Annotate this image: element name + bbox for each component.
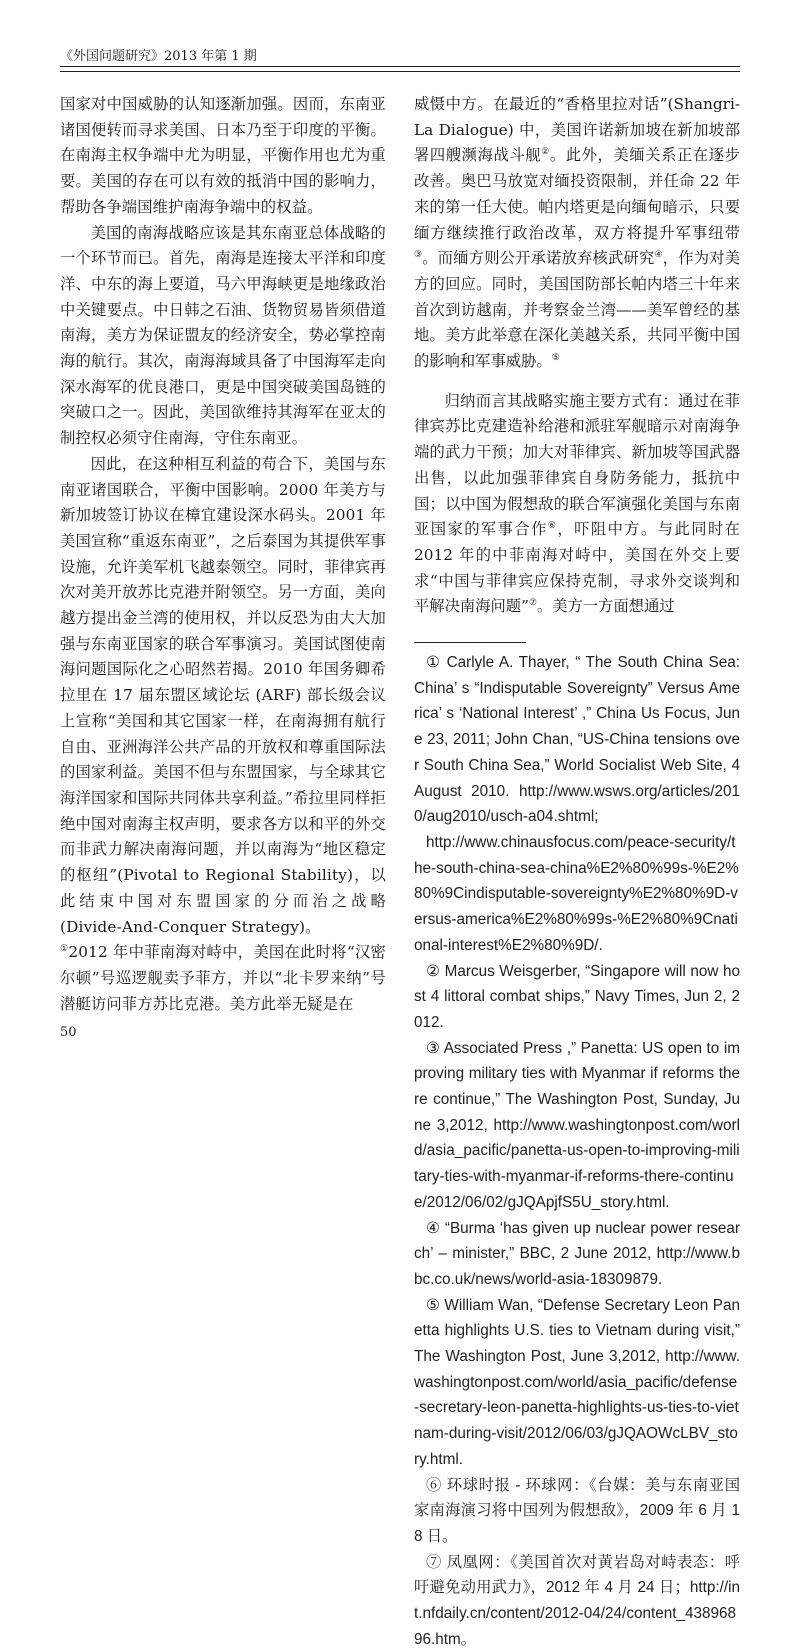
paragraph-text: 。美方一方面想通过 [536, 597, 675, 616]
footnote-ref: ⑦ [528, 598, 537, 609]
right-column [414, 92, 740, 1652]
footnote-divider [414, 642, 526, 643]
page-number: 50 [60, 1025, 77, 1040]
footnote: ⑦ 凤凰网：《美国首次对黄岩岛对峙表态：呼吁避免动用武力》，2012 年 4 月 24 日；http://int.nfdaily.cn/content/2012-04/24/content_43896896.htm。 [414, 1553, 740, 1648]
paragraph-text: 。而缅方则公开承诺放弃核武研究 [422, 249, 655, 268]
paragraph-text: 。此外，美缅关系正在逐步改善。奥巴马放宽对缅投资限制，并任命 22 年来的第一任大使。帕内塔更是向缅甸暗示，只要缅方继续推行政治改革，双方将提升军事纽带 [414, 146, 740, 242]
header-rule-bottom [60, 71, 740, 72]
footnote: ③ Associated Press ,” Panetta: US open to improving military ties with Myanmar if reforms there continue,” The Washington Post, Sunday, June 3,2012, http://www.washingtonpost.com/world/asia_pacific/panetta-us-open-to-improving-military-ties-with-myanmar-if-reforms-there-continue/2012/06/02/gJQApjfS5U_story.html. [414, 1039, 740, 1211]
paragraph-text: ，作为对美方的回应。同时，美国国防部长帕内塔三十年来首次到访越南，并考察金兰湾——美军曾经的基地。美方此举意在深化美越关系，共同平衡中国的影响和军事威胁。 [414, 249, 740, 371]
footnote-ref: ① [60, 944, 69, 955]
footnote-ref: ③ [414, 250, 423, 261]
footnote: ④ “Burma ‘has given up nuclear power research’ – minister,” BBC, 2 June 2012, http://www.bbc.co.uk/news/world-asia-18309879. [414, 1219, 740, 1288]
paragraph [414, 389, 740, 620]
footnote: http://www.chinausfocus.com/peace-security/the-south-china-sea-china%E2%80%99s-%E2%80%9Cindisputable-sovereignty%E2%80%9D-versus-america%E2%80%99s-%E2%80%9Cnational-interest%E2%80%9D/. [414, 833, 739, 954]
paragraph-text: 威慑中方。在最近的“香格里拉对话”(Shangri-La Dialogue) 中，美国许诺新加坡在新加坡部署四艘濒海战斗舰 [414, 95, 740, 165]
footnote: ⑥ 环球时报 - 环球网：《台媒：美与东南亚国家南海演习将中国列为假想敌》，2009 年 6 月 18 日。 [414, 1476, 740, 1545]
footnotes [414, 650, 740, 1652]
paragraph: 美国的南海战略应该是其东南亚总体战略的一个环节而已。首先，南海是连接太平洋和印度洋、中东的海上要道，马六甲海峡更是地缘政治中关键要点。中日韩之石油、货物贸易皆须借道南海，美方为保证盟友的经济安全，势必掌控南海的航行。其次，南海海域具备了中国海军走向深水海军的优良港口，更是中国突破美国岛链的突破口之一。因此，美国欲维持其海军在亚太的制控权必须守住南海，守住东南亚。 [60, 223, 386, 448]
footnote-ref: ④ [654, 250, 663, 261]
paragraph: 国家对中国威胁的认知逐渐加强。因而，东南亚诸国便转而寻求美国、日本乃至于印度的平衡。在南海主权争端中尤为明显，平衡作用也尤为重要。美国的存在可以有效的抵消中国的影响力，帮助各争端国维护南海争端中的权益。 [60, 95, 386, 216]
footnote: ② Marcus Weisgerber, “Singapore will now host 4 littoral combat ships,” Navy Times, Jun 2, 2012. [414, 962, 740, 1031]
footnote: ① Carlyle A. Thayer, “ The South China Sea: China’ s “Indisputable Sovereignty” Versus America’ s ‘National Interest’ ,” China Us Focus, June 23, 2011; John Chan, “US-China tensions over South China Sea,” World Socialist Web Site, 4 August 2010. http://www.wsws.org/articles/2010/aug2010/usch-a04.shtml; [414, 654, 740, 826]
footnote-ref: ⑤ [551, 352, 560, 363]
footnote-ref: ② [541, 147, 550, 158]
header-rule-top [60, 66, 740, 67]
paragraph-text: 归纳而言其战略实施主要方式有：通过在菲律宾苏比克建造补给港和派驻军舰暗示对南海争端的武力干预；加大对菲律宾、新加坡等国武器出售，以此加强菲律宾自身防务能力，抵抗中国；以中国为假想敌的联合军演强化美国与东南亚国家的军事合作 [414, 391, 740, 539]
paragraph [414, 92, 740, 375]
paragraph [60, 940, 386, 1017]
paragraph-text: ，吓阻中方。与此同时在 2012 年的中菲南海对峙中，美国在外交上要求“中国与菲律宾应保持克制，寻求外交谈判和平解决南海问题” [414, 520, 740, 616]
journal-header: 《外国问题研究》2013 年第 1 期 [60, 49, 257, 64]
paragraph-text: 2012 年中菲南海对峙中，美国在此时将“汉密尔顿”号巡逻舰卖予菲方，并以“北卡罗来纳”号潜艇访问菲方苏比克港。美方此举无疑是在 [60, 943, 386, 1013]
paragraph: 因此，在这种相互利益的苟合下，美国与东南亚诸国联合，平衡中国影响。2000 年美方与新加坡签订协议在樟宜建设深水码头。2001 年美国宣称“重返东南亚”，之后泰国为其提供军事设施，允许美军机飞越泰领空。同时，菲律宾再次对美开放苏比克港并附领空。另一方面，美向越方提出金兰湾的使用权，并以反恐为由大大加强与东南亚国家的联合军事演习。美国试图使南海问题国际化之心昭然若揭。2010 年国务卿希拉里在 17 届东盟区域论坛 (ARF) 部长级会议上宣称“美国和其它国家一样，在南海拥有航行自由、亚洲海洋公共产品的开放权和尊重国际法的国家利益。美国不但与东盟国家，与全球其它海洋国家和国际共同体共享利益。”希拉里同样拒绝中国对南海主权声明，要求各方以和平的外交而非武力解决南海问题，并以南海为“地区稳定的枢纽”(Pivotal to Regional Stability)，以此结束中国对东盟国家的分而治之战略 (Divide-And-Conquer Strategy)。 [60, 454, 386, 936]
left-column [60, 92, 386, 1017]
footnote-ref: ⑥ [547, 521, 558, 532]
footnote: ⑤ William Wan, “Defense Secretary Leon Panetta highlights U.S. ties to Vietnam during visit,” The Washington Post, June 3,2012, http://www.washingtonpost.com/world/asia_pacific/defense-secretary-leon-panetta-highlights-us-ties-to-vietnam-during-visit/2012/06/03/gJQAOWcLBV_story.html. [414, 1296, 740, 1468]
